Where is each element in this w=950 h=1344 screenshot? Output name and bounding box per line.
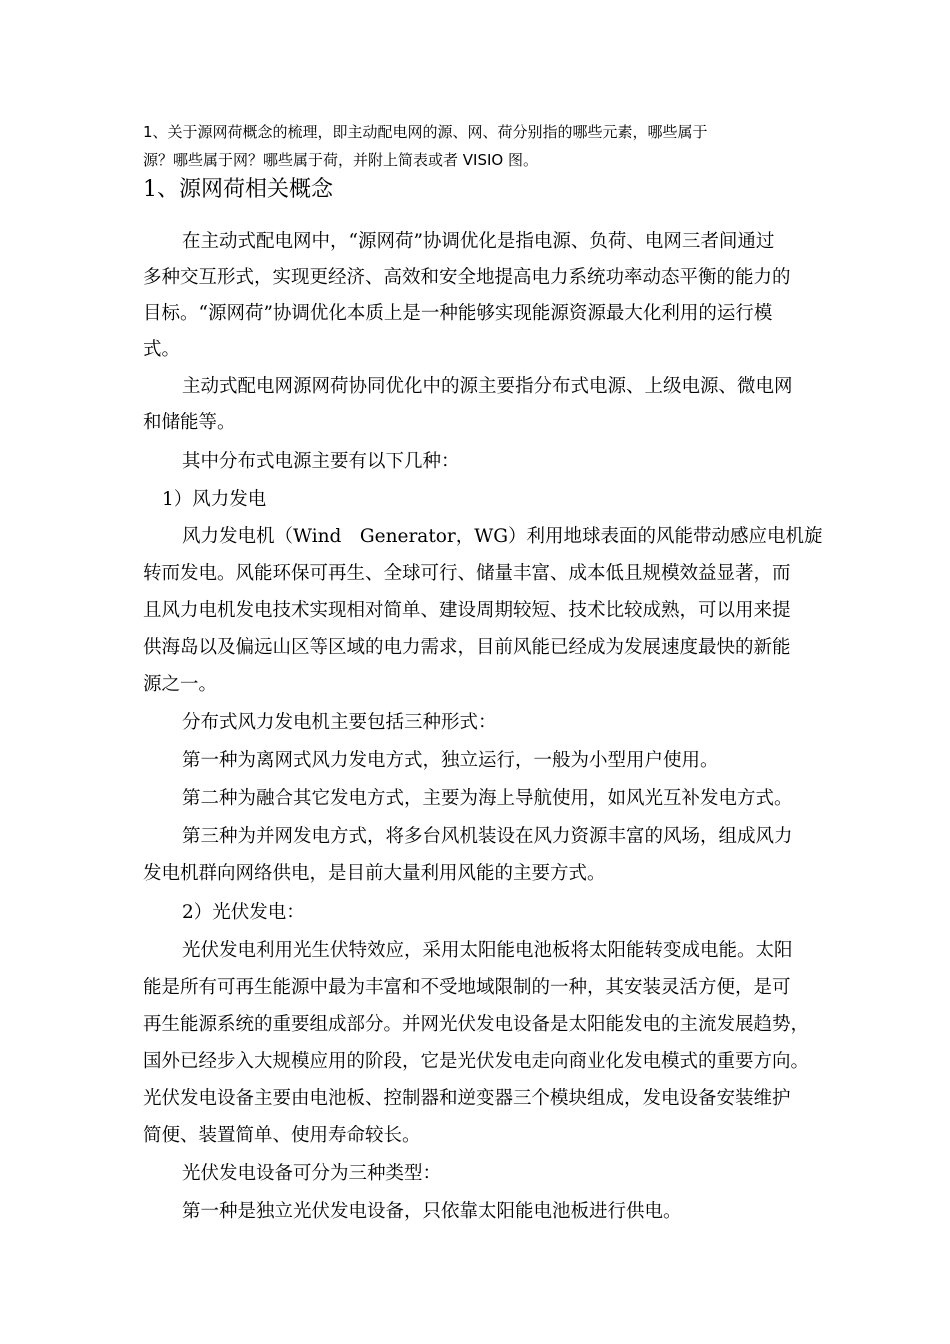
body-line: 和储能等。 bbox=[143, 412, 236, 433]
question-line-2: 源？哪些属于网？哪些属于荷，并附上简表或者 VISIO 图。 bbox=[143, 151, 538, 169]
body-line: 目标。“源网荷”协调优化本质上是一种能够实现能源资源最大化利用的运行模 bbox=[143, 303, 773, 324]
section-heading: 1、源网荷相关概念 bbox=[143, 177, 333, 202]
subheading-pv: 2）光伏发电： bbox=[182, 902, 305, 923]
body-line: 源之一。 bbox=[143, 674, 218, 695]
body-line: 分布式风力发电机主要包括三种形式： bbox=[182, 712, 497, 733]
body-line: 其中分布式电源主要有以下几种： bbox=[182, 451, 460, 472]
body-line: 发电机群向网络供电，是目前大量利用风能的主要方式。 bbox=[143, 863, 606, 884]
body-line: 转而发电。风能环保可再生、全球可行、储量丰富、成本低且规模效益显著，而 bbox=[143, 563, 791, 584]
body-line: 且风力电机发电技术实现相对简单、建设周期较短、技术比较成熟，可以用来提 bbox=[143, 600, 791, 621]
subheading-wind: 1）风力发电 bbox=[162, 489, 267, 510]
body-line: 再生能源系统的重要组成部分。并网光伏发电设备是太阳能发电的主流发展趋势， bbox=[143, 1014, 810, 1035]
body-line: 多种交互形式，实现更经济、高效和安全地提高电力系统功率动态平衡的能力的 bbox=[143, 267, 791, 288]
body-line: 在主动式配电网中，“源网荷”协调优化是指电源、负荷、电网三者间通过 bbox=[182, 231, 775, 252]
body-line: 简便、装置简单、使用寿命较长。 bbox=[143, 1125, 421, 1146]
body-line: 风力发电机（Wind Generator，WG）利用地球表面的风能带动感应电机旋 bbox=[182, 526, 823, 547]
body-line: 供海岛以及偏远山区等区域的电力需求，目前风能已经成为发展速度最快的新能 bbox=[143, 637, 791, 658]
body-line: 光伏发电设备主要由电池板、控制器和逆变器三个模块组成，发电设备安装维护 bbox=[143, 1088, 791, 1109]
body-line: 光伏发电设备可分为三种类型： bbox=[182, 1163, 442, 1184]
body-line: 第一种是独立光伏发电设备，只依靠太阳能电池板进行供电。 bbox=[182, 1201, 682, 1222]
body-line: 国外已经步入大规模应用的阶段，它是光伏发电走向商业化发电模式的重要方向。 bbox=[143, 1051, 810, 1072]
body-line: 能是所有可再生能源中最为丰富和不受地域限制的一种，其安装灵活方便，是可 bbox=[143, 977, 791, 998]
question-line-1: 1、关于源网荷概念的梳理，即主动配电网的源、网、荷分别指的哪些元素，哪些属于 bbox=[143, 123, 708, 141]
body-line: 第二种为融合其它发电方式，主要为海上导航使用，如风光互补发电方式。 bbox=[182, 788, 793, 809]
body-line: 第一种为离网式风力发电方式，独立运行，一般为小型用户使用。 bbox=[182, 750, 719, 771]
body-line: 光伏发电利用光生伏特效应，采用太阳能电池板将太阳能转变成电能。太阳 bbox=[182, 940, 793, 961]
body-line: 第三种为并网发电方式，将多台风机装设在风力资源丰富的风场，组成风力 bbox=[182, 826, 793, 847]
body-line: 式。 bbox=[143, 339, 181, 360]
body-line: 主动式配电网源网荷协同优化中的源主要指分布式电源、上级电源、微电网 bbox=[182, 376, 793, 397]
